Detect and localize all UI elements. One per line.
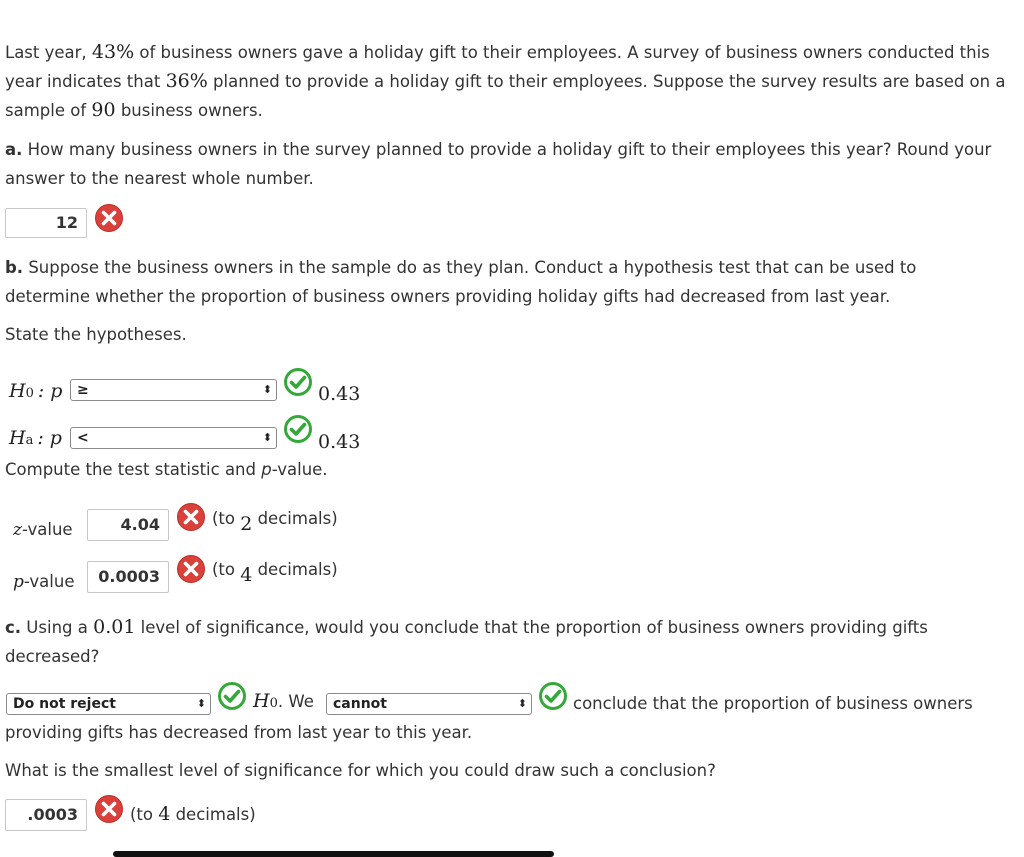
z-suffix: -value xyxy=(21,520,73,539)
part-c-text: decreased? xyxy=(5,647,100,666)
conclusion-text-2: providing gifts has decreased from last year to this year. xyxy=(5,723,473,742)
check-circle-icon xyxy=(217,681,247,711)
part-a-answer-input[interactable]: 12 xyxy=(5,208,87,238)
p-decimals-note xyxy=(212,558,338,586)
ha-operator-select[interactable] xyxy=(70,427,277,449)
z-decimals-note xyxy=(212,507,338,535)
intro-text: Last year, xyxy=(5,43,92,62)
h0-subscript: 0 xyxy=(25,386,34,401)
x-circle-icon xyxy=(94,203,124,233)
note-text: decimals) xyxy=(252,509,338,528)
check-circle-icon xyxy=(283,414,313,444)
decision-value: Do not reject xyxy=(13,696,116,712)
part-b-text: determine whether the proportion of business owners providing holiday gifts had decreased from last year. xyxy=(5,287,891,306)
h0-value: 0.43 xyxy=(318,383,361,405)
part-b-label: b. xyxy=(5,258,24,277)
part-a-question-line-2 xyxy=(5,164,314,193)
part-a-question-line-1 xyxy=(5,135,991,164)
last-year-percent: 43% xyxy=(91,41,135,63)
part-c-label: c. xyxy=(5,618,22,637)
smallest-alpha-input[interactable]: .0003 xyxy=(5,799,87,831)
state-hypotheses-label xyxy=(5,320,187,349)
p-value-input[interactable]: 0.0003 xyxy=(87,561,169,593)
h0-operator-select[interactable] xyxy=(70,379,277,401)
h0-label xyxy=(9,378,62,407)
compute-text: -value. xyxy=(271,460,328,479)
h0-p: : p xyxy=(37,380,63,402)
intro-line-1 xyxy=(5,38,990,67)
part-c-text: level of significance, would you conclude that the proportion of business owners providing gifts xyxy=(135,618,928,637)
h0-subscript: 0 xyxy=(269,696,278,711)
z-value-label xyxy=(13,518,73,542)
sample-size: 90 xyxy=(91,99,116,121)
x-circle-icon xyxy=(176,502,206,532)
x-circle-icon xyxy=(94,794,124,824)
this-year-percent: 36% xyxy=(165,70,208,92)
smallest-alpha-question: What is the smallest level of significance for which you could draw such a conclusion? xyxy=(5,761,716,780)
intro-text: of business owners gave a holiday gift to their employees. A survey of business owners conducted this xyxy=(134,43,990,62)
h0-symbol: H xyxy=(253,690,270,712)
intro-line-3 xyxy=(5,96,263,125)
alpha-value: 0.01 xyxy=(93,616,136,638)
note-text: decimals) xyxy=(252,560,338,579)
z-symbol: z xyxy=(13,520,22,540)
ha-symbol: H xyxy=(9,427,26,449)
intro-line-2 xyxy=(5,67,1005,96)
ha-label xyxy=(9,425,62,454)
ha-value: 0.43 xyxy=(318,431,361,453)
check-circle-icon xyxy=(538,681,568,711)
note-text: decimals) xyxy=(170,805,256,824)
select-arrows-icon: ⬍ xyxy=(262,431,272,444)
z-value-input[interactable]: 4.04 xyxy=(87,509,169,541)
p-symbol: p xyxy=(13,572,24,592)
intro-text: sample of xyxy=(5,101,92,120)
part-c-question-line-2 xyxy=(5,642,99,671)
part-c-text: Using a xyxy=(21,618,94,637)
smallest-decimals-note xyxy=(130,803,256,825)
note-text: (to xyxy=(212,560,241,579)
compute-instruction xyxy=(5,455,328,484)
note-number: 4 xyxy=(240,564,253,586)
h0-symbol: H xyxy=(9,380,26,402)
note-number: 2 xyxy=(240,513,253,535)
part-b-text: Suppose the business owners in the sample do as they plan. Conduct a hypothesis test that can be used to xyxy=(23,258,917,277)
part-b-question-line-1 xyxy=(5,253,916,282)
ha-p: : p xyxy=(37,427,62,449)
compute-p: p xyxy=(261,460,272,479)
select-arrows-icon: ⬍ xyxy=(196,697,206,710)
can-cannot-select[interactable] xyxy=(326,693,532,715)
part-a-text: How many business owners in the survey planned to provide a holiday gift to their employees this year? Round your xyxy=(22,140,992,159)
select-arrows-icon: ⬍ xyxy=(262,383,272,396)
state-hypotheses-text: State the hypotheses. xyxy=(5,325,187,344)
intro-text: business owners. xyxy=(115,101,263,120)
ha-subscript: a xyxy=(25,433,34,448)
we-text: . We xyxy=(277,692,314,711)
part-c-question-line-1 xyxy=(5,613,928,642)
decision-select[interactable] xyxy=(6,693,211,715)
part-a-label: a. xyxy=(5,140,23,159)
p-value-label xyxy=(13,570,74,594)
can-cannot-value: cannot xyxy=(333,696,387,712)
conclusion-text-1: conclude that the proportion of business owners xyxy=(573,694,973,713)
ha-operator-value: < xyxy=(77,430,89,446)
check-circle-icon xyxy=(283,367,313,397)
select-arrows-icon: ⬍ xyxy=(517,697,527,710)
x-circle-icon xyxy=(176,554,206,584)
p-suffix: -value xyxy=(23,572,75,591)
note-text: (to xyxy=(130,805,159,824)
part-b-question-line-2 xyxy=(5,282,890,311)
part-a-text: answer to the nearest whole number. xyxy=(5,169,314,188)
intro-text: year indicates that xyxy=(5,72,166,91)
note-number: 4 xyxy=(158,803,171,825)
intro-text: planned to provide a holiday gift to their employees. Suppose the survey results are based on a xyxy=(207,72,1006,91)
bottom-scroll-indicator xyxy=(113,851,554,857)
compute-text: Compute the test statistic and xyxy=(5,460,262,479)
h0-inline-label xyxy=(253,688,314,717)
h0-operator-value: ≥ xyxy=(77,382,89,398)
note-text: (to xyxy=(212,509,241,528)
